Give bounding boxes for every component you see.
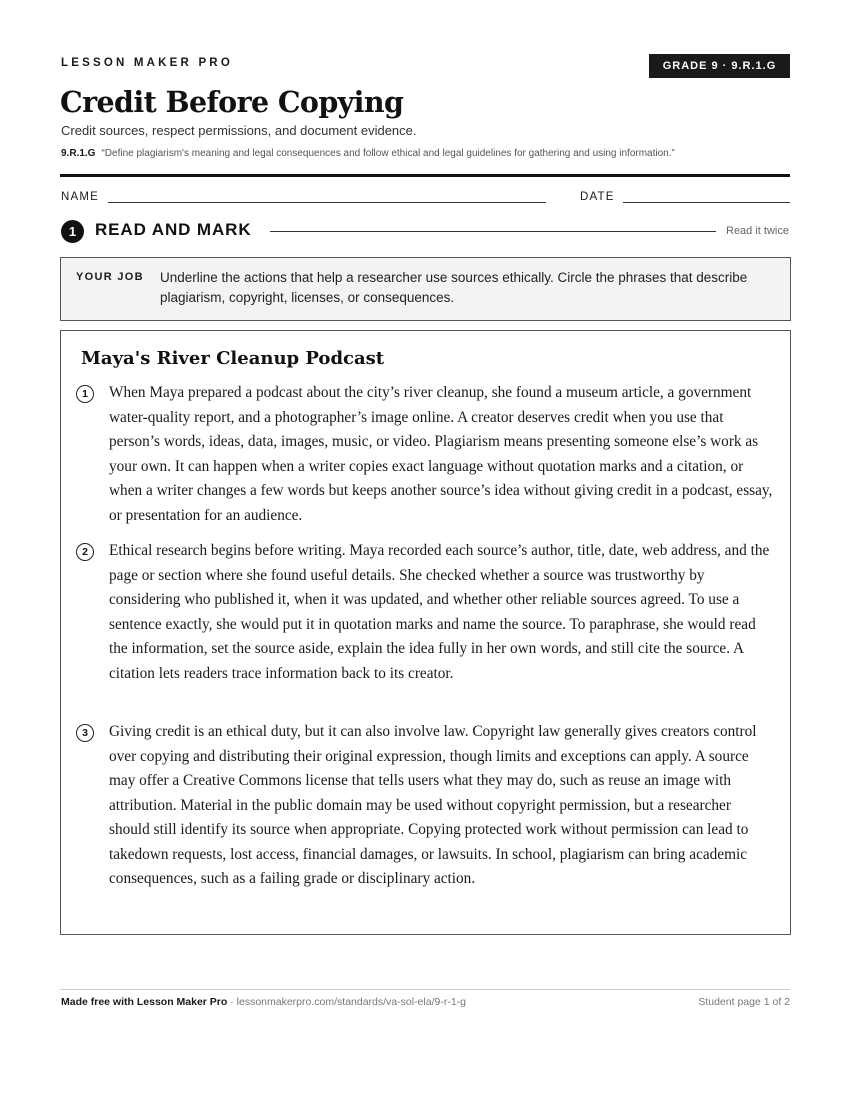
footer-credit [61,996,466,1008]
name-field[interactable] [108,202,546,203]
paragraph-text: Giving credit is an ethical duty, but it can also involve law. Copyright law generally gives creators control over copying and distributing their original expression, though limits and exceptions can apply. A source may offer a Creative Commons license that tells users what they may do, such as reuse an image with attribution. Material in the public domain may be used without copyright permission, but a researcher should still identify its source when appropriate. Copying protected work without permission can lead to takedown requests, lost access, financial damages, or lawsuits. In school, plagiarism can bring academic consequences, such as a failing grade or disciplinary action. [109,723,757,887]
name-label: NAME [61,191,100,203]
footer-made-with: Made free with Lesson Maker Pro [61,996,228,1008]
page-subtitle: Credit sources, respect permissions, and document evidence. [61,123,417,138]
reading-passage [60,330,791,935]
paragraph-text: Ethical research begins before writing. Maya recorded each source’s author, title, date, web address, and the page or section where she found useful details. She checked whether a source was trustworthy by considering who published it, when it was updated, and whether other reliable sources agreed. To use a sentence exactly, she would put it in quotation marks and name the source. To paraphrase, she would read the information, set the source aside, explain the idea fully in her own words, and still cite the source. A citation lets readers trace information back to its creator. [109,542,770,682]
brand-name: LESSON MAKER PRO [61,57,233,69]
standard-code: 9.R.1.G [61,148,96,159]
section-number-badge: 1 [61,220,84,243]
paragraph-text: When Maya prepared a podcast about the city’s river cleanup, she found a museum article, a government water-quality report, and a photographer’s image online. A creator deserves credit when you use that person’s words, ideas, data, images, music, or video. Plagiarism means presenting someone else’s work as your own. It can happen when a writer copies exact language without quotation marks and a citation, or when a writer changes a few words but keeps another source’s idea without giving credit in a podcast, essay, or presentation for an audience. [109,384,773,524]
instructions-box [60,257,791,321]
page-title: Credit Before Copying [60,85,404,119]
footer-divider [60,989,790,990]
passage-title: Maya's River Cleanup Podcast [81,348,385,369]
footer-url-link[interactable]: lessonmakerpro.com/standards/va-sol-ela/9-r-1-g [236,996,466,1008]
footer-separator: · [227,996,237,1008]
section-divider [270,231,716,232]
header-divider [60,174,790,177]
section-title: READ AND MARK [95,220,252,239]
paragraph-number: 2 [76,543,94,561]
date-label: DATE [580,191,615,203]
standard-text: “Define plagiarism's meaning and legal consequences and follow ethical and legal guidelines for gathering and using information.” [101,148,675,159]
instructions-text: Underline the actions that help a researcher use sources ethically. Circle the phrases that describe plagiarism, copyright, licenses, or consequences. [160,270,748,305]
date-field[interactable] [623,202,790,203]
paragraph-number: 3 [76,724,94,742]
section-note: Read it twice [726,225,789,237]
standard-line [61,148,801,159]
instructions-label: YOUR JOB [76,271,144,283]
grade-badge: GRADE 9 · 9.R.1.G [649,54,790,78]
page-number: Student page 1 of 2 [698,996,790,1008]
paragraph-number: 1 [76,385,94,403]
